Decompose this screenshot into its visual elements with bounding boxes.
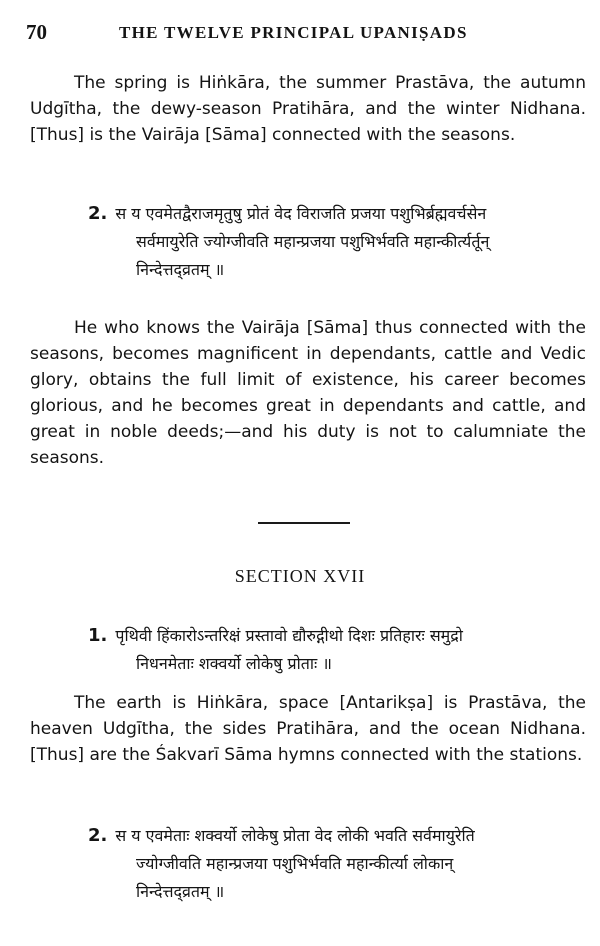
verse-line: निन्देत्तद्व्रतम् ॥ <box>136 882 225 901</box>
sanskrit-verse-2b <box>88 822 475 906</box>
sanskrit-verse-1 <box>88 622 463 678</box>
verse-line: ज्योग्जीवति महान्प्रजया पशुभिर्भवति महान्कीर्त्या लोकान् <box>136 854 454 873</box>
section-heading: SECTION XVII <box>234 566 366 586</box>
section-divider <box>258 522 350 524</box>
verse-line: निधनमेताः शक्वर्यो लोकेषु प्रोताः ॥ <box>136 654 332 673</box>
verse-number: 1. <box>88 625 108 646</box>
page-header <box>26 20 578 48</box>
sanskrit-verse-2 <box>88 200 489 284</box>
paragraph-vairaja-knower: He who knows the Vairāja [Sāma] thus connected with the seasons, becomes magnificent in dependants, cattle and Vedic glory, obtains the full limit of existence, his career becomes glorious, and he becomes great in dependants and cattle, and great in noble deeds;—and his duty is not to calumniate the seasons. <box>30 318 586 468</box>
verse-line: 2. स य एवमेताः शक्वर्यो लोकेषु प्रोता वेद लोकी भवति सर्वमायुरेति <box>88 825 475 846</box>
page-number: 70 <box>26 20 47 44</box>
paragraph-earth: The earth is Hiṅkāra, space [Antarikṣa] is Prastāva, the heaven Udgītha, the sides Pratihāra, and the ocean Nidhana. [Thus] are the Śakvarī Sāma hymns connected with the stations. <box>30 693 586 765</box>
verse-line: सर्वमायुरेति ज्योग्जीवति महान्प्रजया पशुभिर्भवति महान्कीर्त्यर्तून् <box>136 232 490 251</box>
verse-line: 2. स य एवमेतद्वैराजमृतुषु प्रोतं वेद विराजति प्रजया पशुभिर्ब्रह्मवर्चसेन <box>88 203 487 224</box>
paragraph-seasons: The spring is Hiṅkāra, the summer Prastāva, the autumn Udgītha, the dewy-season Pratihāra, and the winter Nidhana. [Thus] is the Vairāja [Sāma] connected with the seasons. <box>30 73 586 145</box>
verse-number: 2. <box>88 203 108 224</box>
verse-number: 2. <box>88 825 108 846</box>
running-title: THE TWELVE PRINCIPAL UPANIṢADS <box>119 23 468 42</box>
verse-line: 1. पृथिवी हिंकारोऽन्तरिक्षं प्रस्तावो द्यौरुद्गीथो दिशः प्रतिहारः समुद्रो <box>88 625 463 646</box>
verse-line: निन्देत्तद्व्रतम् ॥ <box>136 260 225 279</box>
